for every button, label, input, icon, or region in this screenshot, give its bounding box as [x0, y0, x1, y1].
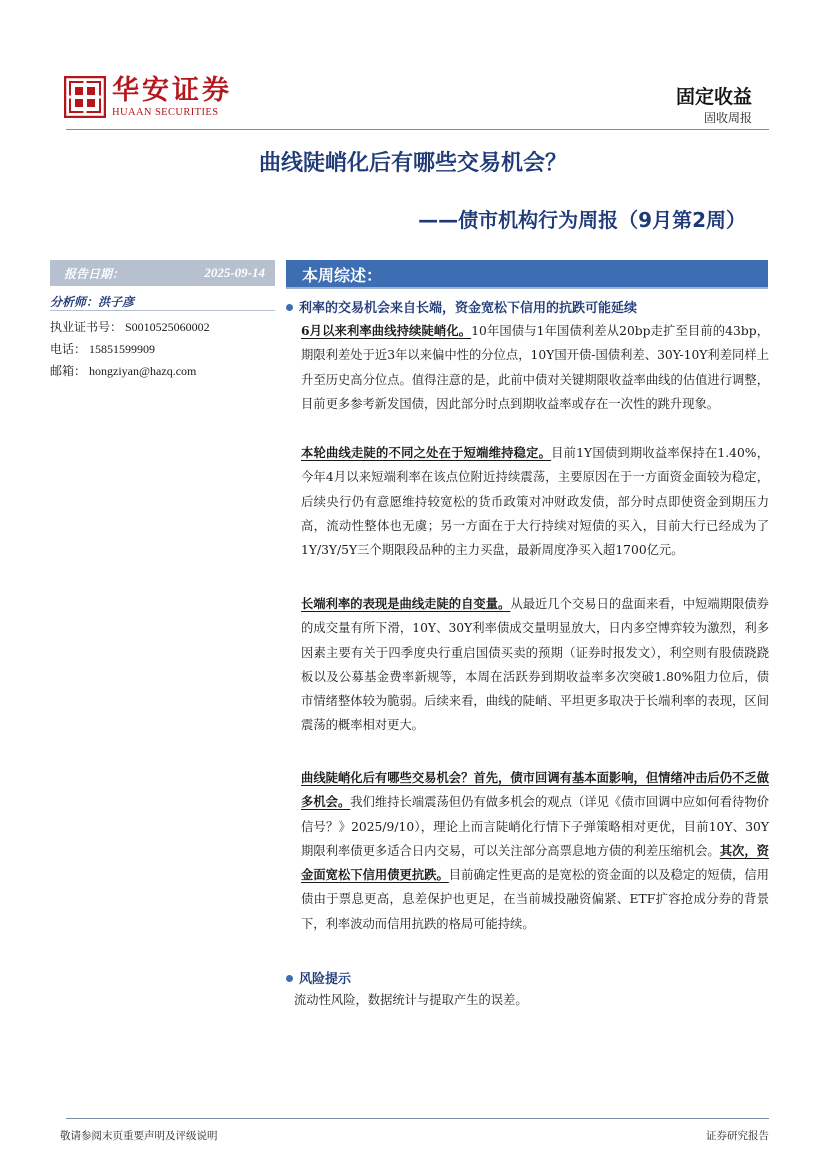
logo-name-en: HUAAN SECURITIES [112, 107, 219, 118]
footer-report-type: 证券研究报告 [706, 1130, 769, 1142]
analyst-phone: 电话： 15851599909 [50, 342, 156, 356]
risk-heading-text: 风险提示 [299, 972, 352, 987]
analyst-cert: 执业证书号： S0010525060002 [50, 320, 210, 334]
paragraph-2-lead: 本轮曲线走陡的不同之处在于短端维持稳定。 [301, 445, 552, 460]
analyst-email[interactable]: 邮箱： hongziyan@hazq.com [50, 364, 197, 378]
logo-name-cn: 华安证券 [112, 75, 232, 106]
report-title: 曲线陡峭化后有哪些交易机会？ [258, 151, 567, 176]
paragraph-2 [301, 441, 769, 562]
summary-underline [286, 287, 768, 289]
risk-text: 流动性风险，数据统计与提取产生的误差。 [294, 993, 528, 1007]
report-subcategory: 固收周报 [703, 111, 752, 125]
paragraph-4-text-2: 目前确定性更高的是宽松的资金面的以及稳定的短债，信用债由于票息更高，息差保护也更足，在当前城投融资偏紧、ETF扩容抢成分券的背景下，利率波动而信用抗跌的格局可能持续。 [301, 868, 769, 931]
footer-disclaimer: 敬请参阅末页重要声明及评级说明 [60, 1130, 218, 1142]
paragraph-3-text: 从最近几个交易日的盘面来看，中短端期限债券的成交量有所下滑，10Y、30Y利率债成交量明显放大，日内多空博弈较为激烈，利多因素主要有关于四季度央行重启国债买卖的预期（证券时报发文），利空则有股债跷跷板以及公募基金费率新规等，本周在活跃券到期收益率多次突破1.80%阻力位后，债市情绪整体较为脆弱。后续来看，曲线的陡峭、平坦更多取决于长端利率的表现，区间震荡的概率相对更大。 [301, 597, 769, 733]
header-divider [66, 129, 769, 130]
paragraph-1-text: 10年国债与1年国债利差从20bp走扩至目前的43bp，期限利差处于近3年以来偏中性的分位点，10Y国开债-国债利差、30Y-10Y利差同样上升至历史高分位点。值得注意的是，此前中债对关键期限收益率曲线的估值进行调整，目前更多参考新发国债，因此部分时点到期收益率或存在一次性的跳升现象。 [301, 324, 769, 411]
report-category: 固定收益 [675, 86, 752, 108]
report-date-label: 报告日期： [64, 267, 125, 281]
footer-divider [66, 1118, 769, 1119]
paragraph-1-lead: 6月以来利率曲线持续陡峭化。 [301, 323, 472, 338]
summary-header-bar [286, 260, 768, 287]
paragraph-4-text: 我们维持长端震荡但仍有做多机会的观点（详见《债市回调中应如何看待物价信号？》2025/9/10），理论上而言陡峭化行情下子弹策略相对更优，目前10Y、30Y期限利率债更多适合日内交易，可以关注部分高票息地方债的利差压缩机会。 [301, 795, 769, 858]
paragraph-4-lead: 曲线陡峭化后有哪些交易机会？首先，债市回调有基本面影响，但情绪冲击后仍不乏做多机会。 [301, 770, 769, 810]
paragraph-2-text: 目前1Y国债到期收益率保持在1.40%，今年4月以来短端利率在该点位附近持续震荡，主要原因在于一方面资金面较为稳定，后续央行仍有意愿维持较宽松的货币政策对冲财政发债，部分时点即使资金到期压力高，流动性整体也无虞；另一方面在于大行持续对短债的买入，目前大行已经成为了1Y/3Y/5Y三个期限段品种的主力买盘，最新周度净买入超1700亿元。 [301, 446, 769, 558]
analyst-name: 分析师：洪子彦 [50, 295, 135, 309]
bullet-icon [286, 975, 293, 982]
logo-mark-icon [64, 76, 106, 118]
report-subtitle: ——债市机构行为周报（9月第2周） [418, 208, 746, 232]
section-heading-text: 利率的交易机会来自长端，资金宽松下信用的抗跌可能延续 [299, 301, 638, 316]
paragraph-4 [301, 766, 769, 936]
section-heading-rates [286, 297, 637, 316]
section-heading-risk [286, 968, 351, 987]
report-date-value: 2025-09-14 [204, 265, 265, 280]
paragraph-3 [301, 592, 769, 738]
company-logo [64, 76, 264, 122]
paragraph-4-lead-2: 其次，资金面宽松下信用债更抗跌。 [301, 842, 769, 883]
paragraph-1 [301, 319, 769, 416]
summary-title: 本周综述： [302, 266, 383, 285]
report-date-bar [50, 260, 275, 286]
analyst-divider [50, 310, 275, 311]
paragraph-3-lead: 长端利率的表现是曲线走陡的自变量。 [301, 596, 511, 611]
bullet-icon [286, 304, 293, 311]
